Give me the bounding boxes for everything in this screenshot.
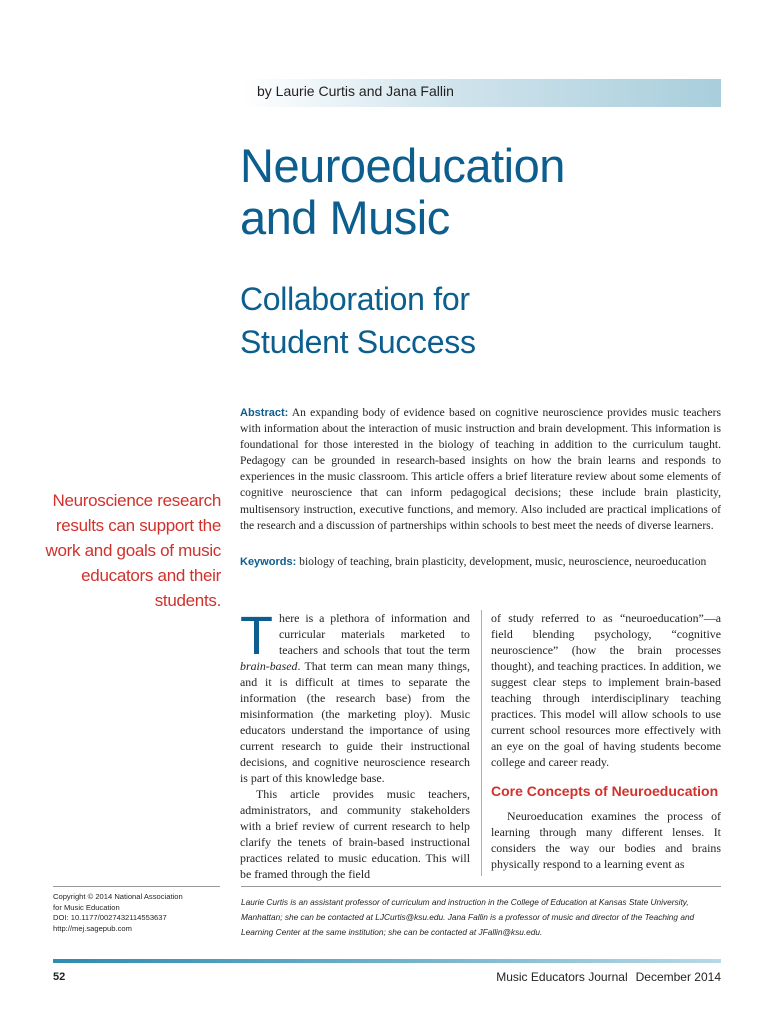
copyright-divider bbox=[53, 886, 220, 887]
body-text: . That term can mean many things, and it is difficult at times to separate the information (the research base) from the misinformation (the marketing ploy). Music educators understand the importance of using current research to guide their instructional decisions, and cognitive neuroscience research is part of this knowledge base. bbox=[240, 659, 470, 785]
body-paragraph: of study referred to as “neuroeducation”—a field blending psychology, “cognitive neuroscience” (how the brain processes thought), and teaching practices. In addition, we suggest clear steps to implement brain-based teaching through interdisciplinary teaching practices. This model will allow schools to use current school resources more effectively with an eye on the goal of having students become college and career ready. bbox=[491, 611, 721, 769]
keywords-label: Keywords: bbox=[240, 556, 297, 568]
drop-cap: T bbox=[240, 606, 273, 666]
title-line-1: Neuroeducation bbox=[240, 139, 565, 192]
journal-name: Music Educators Journal bbox=[496, 970, 628, 984]
body-column-1 bbox=[240, 606, 470, 882]
copyright-line: for Music Education bbox=[53, 902, 120, 912]
pull-quote: Neuroscience research results can support the work and goals of music educators and their students. bbox=[45, 491, 221, 610]
article-subtitle bbox=[240, 278, 476, 364]
author-footnote: Laurie Curtis is an assistant professor of curriculum and instruction in the College of Education at Kansas State University, Manhattan; she can be contacted at LJCurtis@ksu.edu. Jana Fallin is a professor of music and director of the Teaching and Learning Center at the same institution; she can be contacted at JFallin@ksu.edu. bbox=[241, 897, 695, 937]
abstract-label: Abstract: bbox=[240, 407, 289, 419]
doi-line: DOI: 10.1177/0027432114553637 bbox=[53, 913, 167, 922]
body-text: here is a plethora of information and curricular materials marketed to teachers and schools that tout the term bbox=[279, 611, 470, 657]
keywords-text: biology of teaching, brain plasticity, development, music, neuroscience, neuroeducation bbox=[296, 555, 707, 568]
body-paragraph: Neuroeducation examines the process of learning through many different lenses. It considers the way our bodies and brains physically respond to a learning event as bbox=[491, 809, 721, 871]
running-footer bbox=[496, 970, 721, 984]
abstract-text: An expanding body of evidence based on cognitive neuroscience provides music teachers with information about the interaction of music instruction and brain development. This information is foundational for those interested in the biology of teaching in addition to the curriculum taught. Pedagogy can be grounded in research-based insights on how the brain learns and responds to experiences in the music classroom. This article offers a brief literature review about some elements of cognitive neuroscience that can inform pedagogical decisions; these include brain plasticity, multisensory instruction, executive functions, and memory. Also included are practical implications of the research and a discussion of partnerships within schools to best meet the needs of diverse learners. bbox=[240, 406, 721, 532]
article-title bbox=[240, 140, 565, 244]
subtitle-line-2: Student Success bbox=[240, 324, 476, 360]
page-number: 52 bbox=[53, 971, 66, 983]
body-column-2 bbox=[491, 610, 721, 872]
body-paragraph: This article provides music teachers, administrators, and community stakeholders with a brief review of current research to help clarify the tenets of brain-based instructional practices related to music education. This will be framed through the field bbox=[240, 787, 470, 881]
subtitle-line-1: Collaboration for bbox=[240, 281, 470, 317]
title-line-2: and Music bbox=[240, 191, 450, 244]
emphasis-term: brain-based bbox=[240, 659, 298, 673]
footnote-divider bbox=[241, 886, 721, 887]
abstract bbox=[240, 405, 721, 534]
author-byline: by Laurie Curtis and Jana Fallin bbox=[257, 83, 454, 99]
body-paragraph bbox=[240, 606, 470, 786]
keywords bbox=[240, 554, 721, 570]
copyright-line: Copyright © 2014 National Association bbox=[53, 892, 183, 901]
column-divider bbox=[481, 610, 482, 876]
section-heading: Core Concepts of Neuroeducation bbox=[491, 783, 719, 799]
footer-bar bbox=[53, 959, 721, 963]
journal-url: http://mej.sagepub.com bbox=[53, 923, 132, 933]
issue-date: December 2014 bbox=[635, 970, 721, 984]
copyright-block bbox=[53, 892, 223, 934]
